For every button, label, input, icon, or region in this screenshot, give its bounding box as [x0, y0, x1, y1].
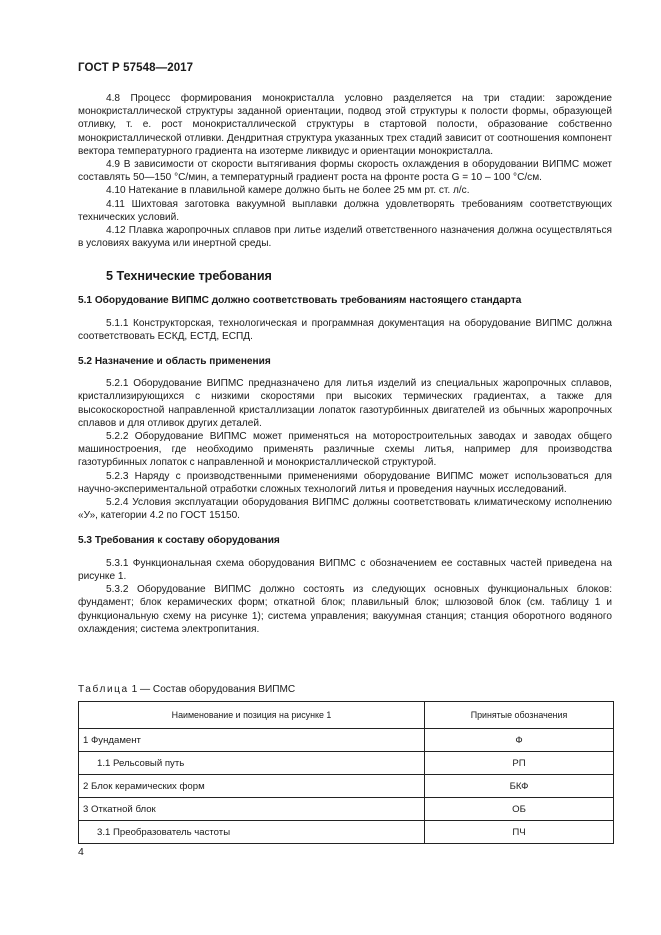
document-header: ГОСТ Р 57548—2017	[78, 62, 194, 74]
table-cell-name: 3.1 Преобразователь частоты	[79, 821, 425, 844]
paragraph-5-2-4: 5.2.4 Условия эксплуатации оборудования ВИПМС должны соответствовать климатическому исполнению «У», категории 4.2 по ГОСТ 15150.	[78, 497, 612, 522]
paragraph-5-2-3: 5.2.3 Наряду с производственными применениями оборудование ВИПМС может использоваться для научно-экспериментальной отработки сложных технологий литья и проведения научных исследований.	[78, 470, 612, 495]
paragraph-4-12: 4.12 Плавка жаропрочных сплавов при литье изделий ответственного назначения должна осуществляться в условиях вакуума или инертной среды.	[78, 225, 612, 250]
paragraph-4-10: 4.10 Натекание в плавильной камере должно быть не более 25 мм рт. ст. л/с.	[106, 185, 470, 197]
table-row	[79, 798, 614, 821]
table-cell-code: Ф	[425, 729, 614, 752]
table-cell-name: 1 Фундамент	[79, 729, 425, 752]
equipment-table	[78, 701, 614, 844]
table-caption-text: 1 — Состав оборудования ВИПМС	[128, 684, 296, 695]
paragraph-4-11: 4.11 Шихтовая заготовка вакуумной выплавки должна удовлетворять требованиям соответствующих технических условий.	[78, 198, 612, 223]
section-5-3-title: 5.3 Требования к составу оборудования	[78, 535, 280, 547]
table-cell-code: ПЧ	[425, 821, 614, 844]
paragraph-4-9: 4.9 В зависимости от скорости вытягивания формы скорость охлаждения в оборудовании ВИПМС может составлять 50—150 °С/мин, а температурный градиент роста на фронте роста G = 10 – 100 °С/см.	[78, 159, 612, 184]
table-caption-prefix: Таблица	[78, 684, 129, 695]
paragraph-5-3-1: 5.3.1 Функциональная схема оборудования ВИПМС с обозначением ее составных частей приведена на рисунке 1.	[78, 557, 612, 582]
paragraph-5-2-2: 5.2.2 Оборудование ВИПМС может применяться на моторостроительных заводах и заводах общего машиностроения, где необходимо применять различные схемы литья, например для производства газотурбинных лопаток с направленной и монокристаллической структурой.	[78, 431, 612, 469]
section-5-title: 5 Технические требования	[106, 269, 272, 284]
page-number: 4	[78, 846, 84, 858]
paragraph-5-1-1: 5.1.1 Конструкторская, технологическая и программная документация на оборудование ВИПМС должна соответствовать ЕСКД, ЕСТД, ЕСПД.	[78, 317, 612, 342]
table-row	[79, 775, 614, 798]
section-5-1-title: 5.1 Оборудование ВИПМС должно соответствовать требованиям настоящего стандарта	[78, 295, 522, 307]
column-header-name: Наименование и позиция на рисунке 1	[79, 702, 425, 729]
table-row	[79, 729, 614, 752]
section-5-2-title: 5.2 Назначение и область применения	[78, 356, 271, 368]
table-cell-name: 1.1 Рельсовый путь	[79, 752, 425, 775]
table-cell-code: РП	[425, 752, 614, 775]
document-body	[78, 92, 612, 636]
table-cell-code: БКФ	[425, 775, 614, 798]
paragraph-5-3-2: 5.3.2 Оборудование ВИПМС должно состоять из следующих основных функциональных блоков: фундамент; блок керамических форм; откатной блок; плавильный блок; шлюзовой блок (см. таблицу 1 и функциональную схему на рисунке 1); система управления; вакуумная станция; станция оборотного водяного охлаждения; система электропитания.	[78, 584, 612, 635]
table-header-row	[79, 702, 614, 729]
paragraph-5-2-1: 5.2.1 Оборудование ВИПМС предназначено для литья изделий из специальных жаропрочных сплавов, кристаллизирующихся с низкими скоростями при высоких термических градиентах, а также для высокоскоростной направленной кристаллизации лопаток газотурбинных двигателей из обычных жаропрочных сплавов и для отливок других деталей.	[78, 378, 612, 429]
table-caption	[78, 684, 295, 695]
table-cell-name: 2 Блок керамических форм	[79, 775, 425, 798]
table-cell-code: ОБ	[425, 798, 614, 821]
table-row	[79, 752, 614, 775]
table-row	[79, 821, 614, 844]
column-header-code: Принятые обозначения	[425, 702, 614, 729]
table-cell-name: 3 Откатной блок	[79, 798, 425, 821]
paragraph-4-8: 4.8 Процесс формирования монокристалла условно разделяется на три стадии: зарождение монокристаллической структуры заданной ориентации, подвод этой структуры к полости формы, образующей отливку, т. е. рост монокристаллической структуры в стартовой полости, образование собственно монокристаллической отливки. Дендритная структура указанных трех стадий зависит от соотношения компонент вектора температурного градиента на изотерме ликвидус и ориентации монокристалла.	[78, 93, 612, 157]
